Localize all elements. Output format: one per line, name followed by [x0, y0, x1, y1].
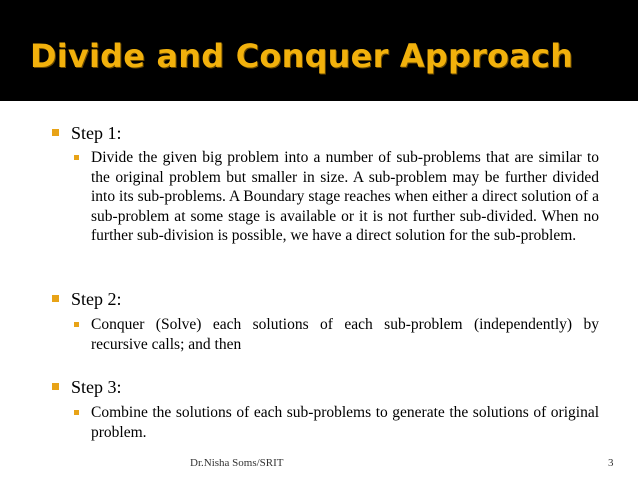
step-3-label: Step 3: [71, 377, 122, 397]
slide-title: Divide and Conquer Approach [30, 37, 574, 75]
footer-author: Dr.Nisha Soms/SRIT [190, 457, 284, 469]
step-1-label: Step 1: [71, 123, 122, 143]
square-bullet-icon [52, 129, 59, 136]
square-bullet-icon [74, 322, 79, 327]
square-bullet-icon [74, 155, 79, 160]
square-bullet-icon [52, 295, 59, 302]
square-bullet-icon [74, 410, 79, 415]
step-3-detail: Combine the solutions of each sub-problems to generate the solutions of original problem. [91, 404, 599, 441]
square-bullet-icon [52, 383, 59, 390]
page-number: 3 [608, 457, 614, 469]
step-2-detail: Conquer (Solve) each solutions of each sub-problem (independently) by recursive calls; and then [91, 316, 599, 353]
step-2-label: Step 2: [71, 289, 122, 309]
step-1-detail: Divide the given big problem into a number of sub-problems that are similar to the original problem but smaller in size. A sub-problem may be further divided into its sub-problems. A Boundary stage reaches when either a direct solution of a sub-problem at some stage is available or it is not further sub-divided. When no further sub-division is possible, we have a direct solution for the sub-problem. [91, 149, 599, 245]
